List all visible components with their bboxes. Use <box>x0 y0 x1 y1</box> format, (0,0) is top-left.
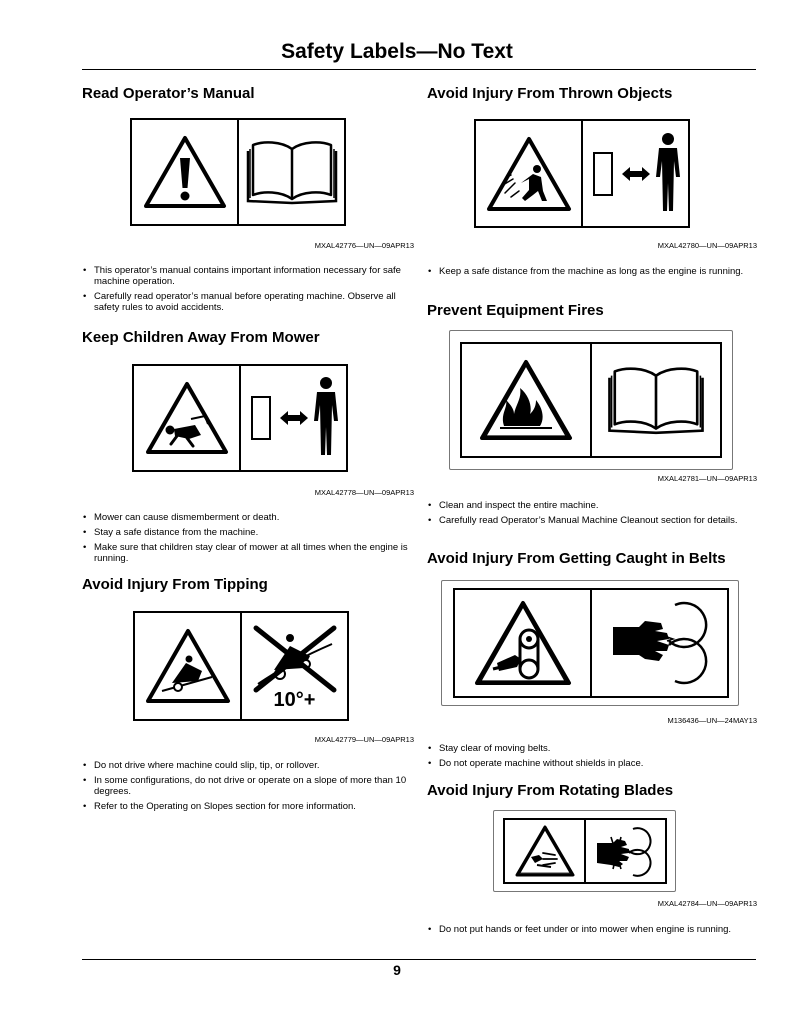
rotating-blade-warning-icon <box>505 820 584 882</box>
hand-in-blade-icon <box>584 820 665 882</box>
fire-safety-label <box>460 342 722 458</box>
list-item: • Do not put hands or feet under or into mower when engine is running. <box>427 924 757 935</box>
bullet-list <box>82 265 414 317</box>
header-rule <box>82 69 756 70</box>
section-heading: Keep Children Away From Mower <box>82 329 320 346</box>
bullet-list <box>427 743 757 773</box>
thrown-objects-warning-icon <box>476 121 581 226</box>
list-item: • Carefully read Operator’s Manual Machine Cleanout section for details. <box>427 515 757 526</box>
bullet-list <box>427 500 757 530</box>
label-part-code: MXAL42776—UN—09APR13 <box>314 241 414 250</box>
children-safety-label <box>132 364 348 472</box>
child-crawling-warning-icon <box>134 366 239 470</box>
list-item: • Stay a safe distance from the machine. <box>82 527 414 538</box>
warning-triangle-icon <box>132 120 237 224</box>
prohibited-slope-icon <box>240 613 347 719</box>
section-heading: Avoid Injury From Getting Caught in Belts <box>427 550 726 567</box>
manual-safety-label <box>130 118 346 226</box>
blade-safety-label <box>503 818 667 884</box>
keep-distance-icon <box>581 121 688 226</box>
section-keep-children-away <box>82 329 414 564</box>
label-part-code: MXAL42778—UN—09APR13 <box>314 488 414 497</box>
list-item: • Carefully read operator’s manual before operating machine. Observe all safety rules to avoid accidents. <box>82 291 414 313</box>
section-heading: Avoid Injury From Rotating Blades <box>427 782 674 799</box>
section-avoid-tipping <box>82 576 414 812</box>
list-item: • Mower can cause dismemberment or death. <box>82 512 414 523</box>
list-item: • In some configurations, do not drive or operate on a slope of more than 10 degrees. <box>82 775 414 797</box>
label-part-code: MXAL42779—UN—09APR13 <box>314 735 414 744</box>
tipping-warning-icon <box>135 613 240 719</box>
list-item: • Stay clear of moving belts. <box>427 743 757 754</box>
belt-safety-label <box>453 588 729 698</box>
section-heading: Read Operator’s Manual <box>82 85 255 102</box>
keep-distance-icon <box>239 366 346 470</box>
section-read-manual <box>82 85 414 313</box>
thrown-objects-safety-label <box>474 119 690 228</box>
fire-warning-icon <box>462 344 590 456</box>
page-title: Safety Labels—No Text <box>281 40 513 63</box>
section-heading: Avoid Injury From Tipping <box>82 576 268 593</box>
tipping-safety-label <box>133 611 349 721</box>
list-item: • Clean and inspect the entire machine. <box>427 500 757 511</box>
page-number: 9 <box>393 962 401 978</box>
list-item: • Make sure that children stay clear of mower at all times when the engine is running. <box>82 542 414 564</box>
list-item: • Do not operate machine without shields in place. <box>427 758 757 769</box>
belt-entanglement-warning-icon <box>455 590 590 696</box>
list-item: • Do not drive where machine could slip, tip, or rollover. <box>82 760 414 771</box>
footer-rule <box>82 959 756 960</box>
hand-in-belt-icon <box>590 590 727 696</box>
bullet-list <box>427 924 757 939</box>
list-item: • Refer to the Operating on Slopes section for more information. <box>82 801 414 812</box>
open-book-icon <box>590 344 720 456</box>
label-part-code: M136436—UN—24MAY13 <box>667 716 757 725</box>
bullet-list <box>82 512 414 568</box>
open-book-icon <box>237 120 344 224</box>
list-item: • This operator’s manual contains important information necessary for safe machine operation. <box>82 265 414 287</box>
section-thrown-objects <box>427 85 757 277</box>
slope-angle-label: 10°+ <box>273 689 316 711</box>
label-part-code: MXAL42781—UN—09APR13 <box>657 474 757 483</box>
label-part-code: MXAL42784—UN—09APR13 <box>657 899 757 908</box>
label-part-code: MXAL42780—UN—09APR13 <box>657 241 757 250</box>
section-equipment-fires <box>427 302 757 526</box>
list-item: • Keep a safe distance from the machine as long as the engine is running. <box>427 266 757 277</box>
section-heading: Avoid Injury From Thrown Objects <box>427 85 673 102</box>
section-rotating-blades <box>427 782 757 935</box>
section-caught-in-belts <box>427 550 757 769</box>
section-heading: Prevent Equipment Fires <box>427 302 604 319</box>
bullet-list <box>427 266 757 281</box>
bullet-list <box>82 760 414 816</box>
